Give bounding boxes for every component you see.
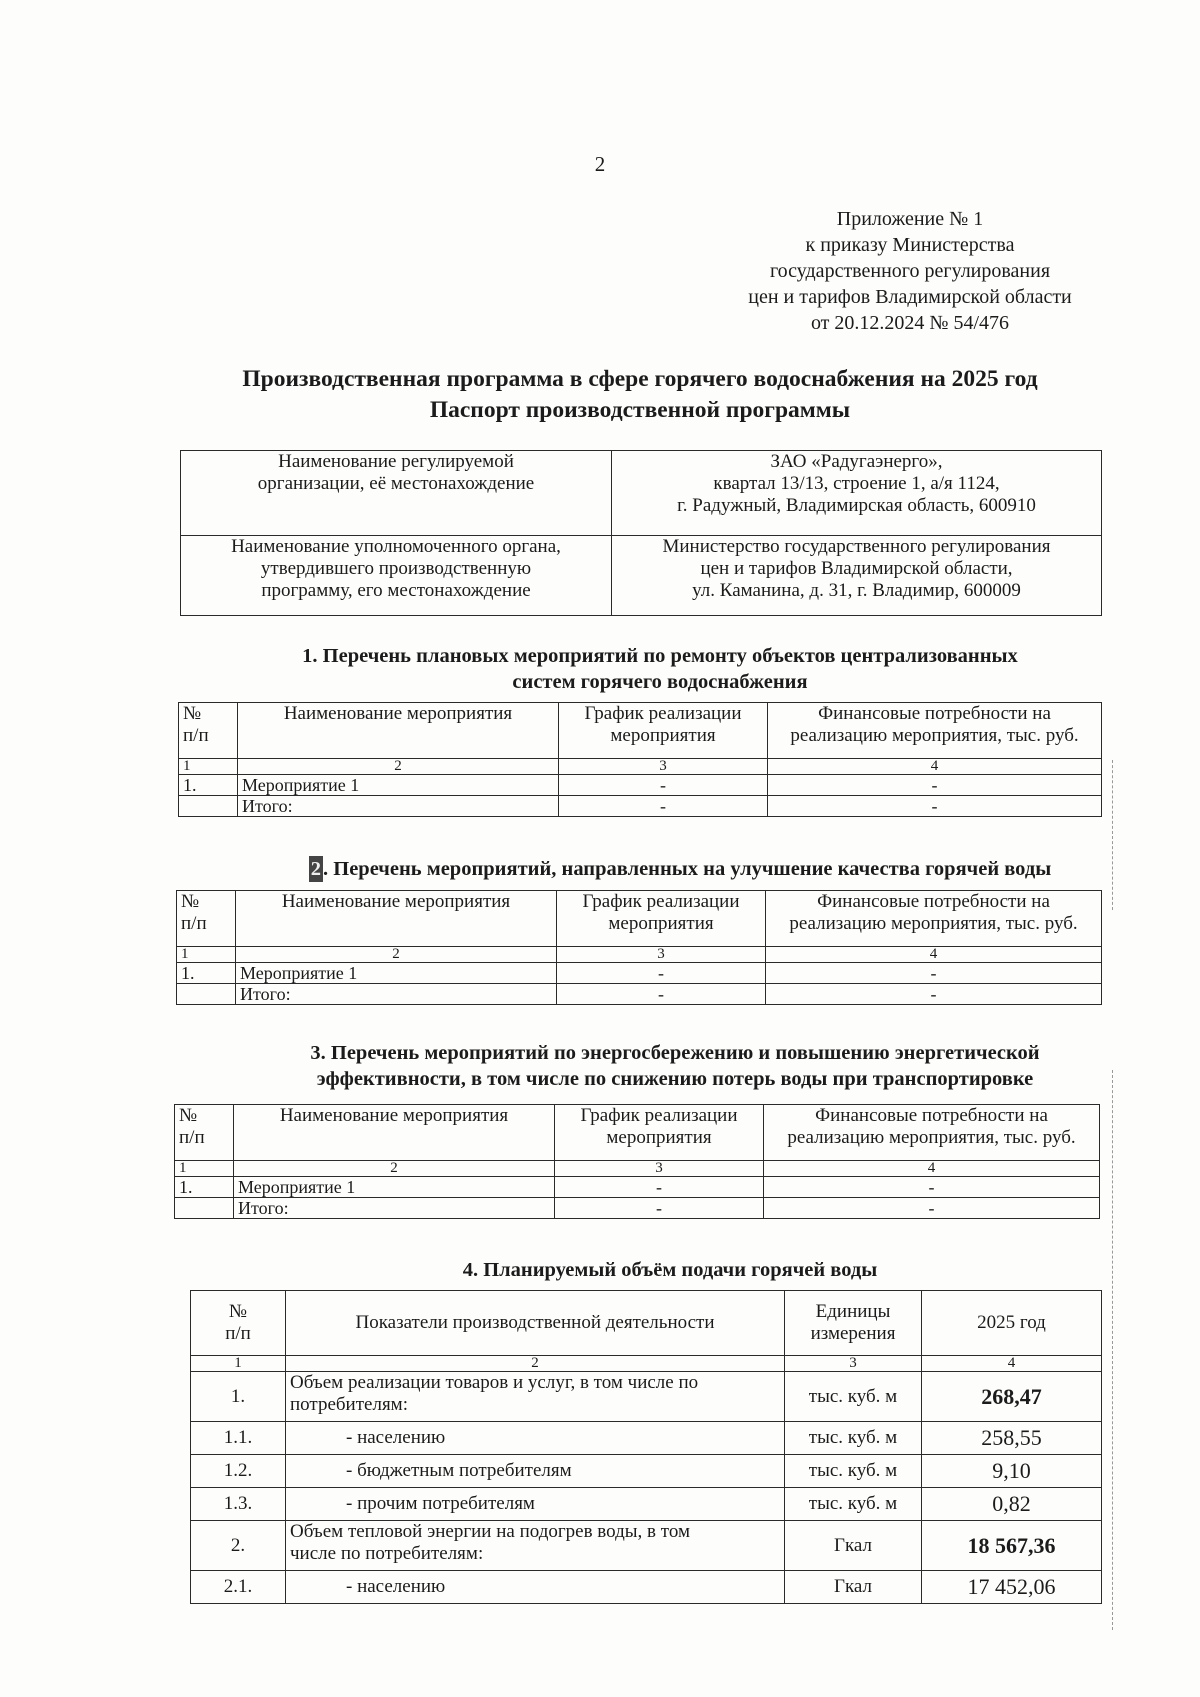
section-4-table: [190, 1290, 1102, 1604]
title-line: Производственная программа в сфере горячего водоснабжения на 2025 год: [242, 366, 1038, 392]
table-cell: Итого:: [234, 1198, 555, 1219]
table-cell: -: [764, 1177, 1100, 1198]
appendix-line: государственного регулирования: [769, 260, 1051, 282]
table-header-cell: [236, 891, 557, 947]
cell-text: Наименование регулируемой: [278, 451, 514, 472]
table-cell: [175, 1198, 234, 1219]
table-cell: 3: [555, 1161, 764, 1177]
table-cell: Итого:: [236, 984, 557, 1005]
appendix-line: Приложение № 1: [836, 208, 984, 230]
table-cell: 4: [768, 759, 1102, 775]
table-cell: 3: [785, 1356, 922, 1372]
cell-text: мероприятия: [610, 725, 716, 746]
subtitle-line: Паспорт производственной программы: [429, 397, 851, 423]
table-cell: 4: [922, 1356, 1102, 1372]
table-cell: Гкал: [785, 1521, 922, 1571]
section-2-number: 2: [310, 858, 322, 880]
table-cell: тыс. куб. м: [785, 1488, 922, 1521]
table-header-cell: [175, 1105, 234, 1161]
table-cell: -: [559, 796, 768, 817]
cell-text: утвердившего производственную: [260, 558, 532, 579]
table-cell: 1.1.: [191, 1422, 286, 1455]
cell-text: программу, его местонахождение: [261, 580, 531, 601]
cell-text: реализацию мероприятия, тыс. руб.: [787, 1127, 1076, 1148]
table-cell: -: [557, 984, 766, 1005]
table-row: [175, 1177, 1100, 1198]
cell-text: Финансовые потребности на: [817, 891, 1050, 912]
table-cell: [181, 536, 612, 616]
section-title-line: систем горячего водоснабжения: [512, 671, 808, 693]
appendix-block: [700, 206, 1120, 336]
table-cell: -: [764, 1198, 1100, 1219]
section-3-table: [174, 1104, 1100, 1219]
scan-artifact-line: [1112, 760, 1113, 910]
section-4-title: 4. Планируемый объём подачи горячей воды: [462, 1259, 878, 1281]
table-header-cell: [766, 891, 1102, 947]
table-cell: [286, 1521, 785, 1571]
table-cell: 1.: [177, 963, 236, 984]
cell-text: График реализации: [584, 703, 742, 724]
cell-text: потребителям:: [290, 1394, 408, 1415]
cell-text: реализацию мероприятия, тыс. руб.: [789, 913, 1078, 934]
cell-text: №: [183, 703, 202, 724]
table-cell: 1.: [191, 1372, 286, 1422]
table-cell: - населению: [286, 1571, 785, 1604]
section-title-line: . Перечень мероприятий, направленных на улучшение качества горячей воды: [323, 858, 1052, 880]
cell-text: ЗАО «Радугаэнерго»,: [770, 451, 943, 472]
section-title-line: 1. Перечень плановых мероприятий по ремонту объектов централизованных: [302, 645, 1018, 667]
cell-text: График реализации: [580, 1105, 738, 1126]
appendix-line: от 20.12.2024 № 54/476: [810, 312, 1010, 334]
table-cell: -: [557, 963, 766, 984]
table-cell: -: [555, 1177, 764, 1198]
table-cell: [612, 451, 1102, 536]
section-title-line: 3. Перечень мероприятий по энергосбережению и повышению энергетической: [310, 1042, 1040, 1064]
table-cell: 2: [236, 947, 557, 963]
document-title: [160, 364, 1120, 426]
table-header-row: [191, 1291, 1102, 1356]
section-title-line: эффективности, в том числе по снижению потерь воды при транспортировке: [316, 1068, 1034, 1090]
table-cell: 9,10: [922, 1455, 1102, 1488]
table-row: [181, 536, 1102, 616]
table-cell: [286, 1372, 785, 1422]
cell-text: Министерство государственного регулирования: [662, 536, 1051, 557]
table-cell: 1: [191, 1356, 286, 1372]
table-cell: 1.: [175, 1177, 234, 1198]
table-cell: 17 452,06: [922, 1571, 1102, 1604]
table-header-cell: [785, 1291, 922, 1356]
cell-text: №: [228, 1301, 248, 1322]
table-cell: 4: [766, 947, 1102, 963]
cell-text: 2025 год: [977, 1312, 1046, 1333]
cell-text: №: [181, 891, 200, 912]
cell-text: мероприятия: [606, 1127, 712, 1148]
table-row: [191, 1372, 1102, 1422]
cell-text: цен и тарифов Владимирской области,: [700, 558, 1013, 579]
appendix-line: к приказу Министерства: [805, 234, 1015, 256]
table-cell: 1: [179, 759, 238, 775]
cell-text: организации, её местонахождение: [257, 473, 535, 494]
cell-text: Объем реализации товаров и услуг, в том числе по: [290, 1372, 699, 1393]
table-cell: тыс. куб. м: [785, 1422, 922, 1455]
scan-artifact-line: [1112, 1070, 1113, 1630]
cell-text: ул. Каманина, д. 31, г. Владимир, 600009: [692, 580, 1021, 601]
table-cell: 1.3.: [191, 1488, 286, 1521]
cell-text: измерения: [810, 1323, 896, 1344]
cell-text: мероприятия: [608, 913, 714, 934]
table-cell: 1: [177, 947, 236, 963]
cell-text: п/п: [179, 1127, 205, 1148]
table-cell: 0,82: [922, 1488, 1102, 1521]
table-cell: Мероприятие 1: [236, 963, 557, 984]
cell-text: реализацию мероприятия, тыс. руб.: [790, 725, 1079, 746]
table-cell: 4: [764, 1161, 1100, 1177]
table-header-cell: [177, 891, 236, 947]
table-cell: 18 567,36: [922, 1521, 1102, 1571]
table-row: [177, 984, 1102, 1005]
table-cell: тыс. куб. м: [785, 1455, 922, 1488]
table-cell: Мероприятие 1: [238, 775, 559, 796]
cell-text: п/п: [183, 725, 209, 746]
passport-table: [180, 450, 1102, 616]
table-header-cell: [922, 1291, 1102, 1356]
cell-text: г. Радужный, Владимирская область, 600910: [677, 495, 1036, 516]
table-cell: 2: [238, 759, 559, 775]
table-header-row: [175, 1105, 1100, 1161]
table-cell: 1: [175, 1161, 234, 1177]
table-cell: - населению: [286, 1422, 785, 1455]
cell-text: Наименование мероприятия: [279, 1105, 509, 1126]
table-row: [177, 963, 1102, 984]
cell-text: №: [179, 1105, 198, 1126]
cell-text: Финансовые потребности на: [818, 703, 1051, 724]
table-header-cell: [768, 703, 1102, 759]
table-cell: [181, 451, 612, 536]
table-header-cell: [179, 703, 238, 759]
section-2-table: [176, 890, 1102, 1005]
table-header-cell: [191, 1291, 286, 1356]
table-cell: 3: [557, 947, 766, 963]
table-cell: - прочим потребителям: [286, 1488, 785, 1521]
cell-text: Объем тепловой энергии на подогрев воды, в том: [290, 1521, 690, 1542]
table-cell: [612, 536, 1102, 616]
section-3-title: [240, 1040, 1110, 1092]
table-cell: -: [766, 984, 1102, 1005]
table-index-row: [177, 947, 1102, 963]
table-header-cell: [234, 1105, 555, 1161]
table-header-cell: [764, 1105, 1100, 1161]
table-row: [191, 1571, 1102, 1604]
table-row: [191, 1521, 1102, 1571]
table-header-cell: [286, 1291, 785, 1356]
cell-text: числе по потребителям:: [290, 1543, 484, 1564]
cell-text: п/п: [225, 1323, 251, 1344]
table-cell: 258,55: [922, 1422, 1102, 1455]
table-cell: -: [766, 963, 1102, 984]
section-1-table: [178, 702, 1102, 817]
cell-text: Единицы: [815, 1301, 891, 1322]
page-number: 2: [594, 152, 606, 176]
section-2-title: [240, 856, 1120, 882]
cell-text: Финансовые потребности на: [815, 1105, 1048, 1126]
table-cell: Мероприятие 1: [234, 1177, 555, 1198]
table-cell: - бюджетным потребителям: [286, 1455, 785, 1488]
cell-text: п/п: [181, 913, 207, 934]
table-header-row: [179, 703, 1102, 759]
table-header-cell: [238, 703, 559, 759]
table-header-cell: [557, 891, 766, 947]
table-index-row: [191, 1356, 1102, 1372]
table-header-cell: [559, 703, 768, 759]
table-cell: тыс. куб. м: [785, 1372, 922, 1422]
table-row: [191, 1488, 1102, 1521]
table-row: [179, 775, 1102, 796]
table-cell: 2: [286, 1356, 785, 1372]
cell-text: График реализации: [582, 891, 740, 912]
table-header-cell: [555, 1105, 764, 1161]
cell-text: Показатели производственной деятельности: [355, 1312, 715, 1333]
table-row: [191, 1422, 1102, 1455]
table-row: [175, 1198, 1100, 1219]
table-cell: Гкал: [785, 1571, 922, 1604]
table-cell: 1.2.: [191, 1455, 286, 1488]
cell-text: Наименование уполномоченного органа,: [231, 536, 561, 557]
table-row: [181, 451, 1102, 536]
table-cell: [179, 796, 238, 817]
table-index-row: [175, 1161, 1100, 1177]
cell-text: квартал 13/13, строение 1, а/я 1124,: [713, 473, 1000, 494]
table-row: [191, 1455, 1102, 1488]
table-cell: -: [559, 775, 768, 796]
cell-text: Наименование мероприятия: [283, 703, 513, 724]
table-cell: Итого:: [238, 796, 559, 817]
table-cell: -: [555, 1198, 764, 1219]
table-cell: 3: [559, 759, 768, 775]
appendix-line: цен и тарифов Владимирской области: [748, 286, 1072, 308]
cell-text: Наименование мероприятия: [281, 891, 511, 912]
table-cell: 2.1.: [191, 1571, 286, 1604]
table-cell: 268,47: [922, 1372, 1102, 1422]
table-cell: 2.: [191, 1521, 286, 1571]
table-row: [179, 796, 1102, 817]
table-cell: 1.: [179, 775, 238, 796]
table-cell: -: [768, 775, 1102, 796]
table-cell: 2: [234, 1161, 555, 1177]
table-cell: -: [768, 796, 1102, 817]
table-index-row: [179, 759, 1102, 775]
section-1-title: [240, 643, 1080, 695]
table-cell: [177, 984, 236, 1005]
table-header-row: [177, 891, 1102, 947]
